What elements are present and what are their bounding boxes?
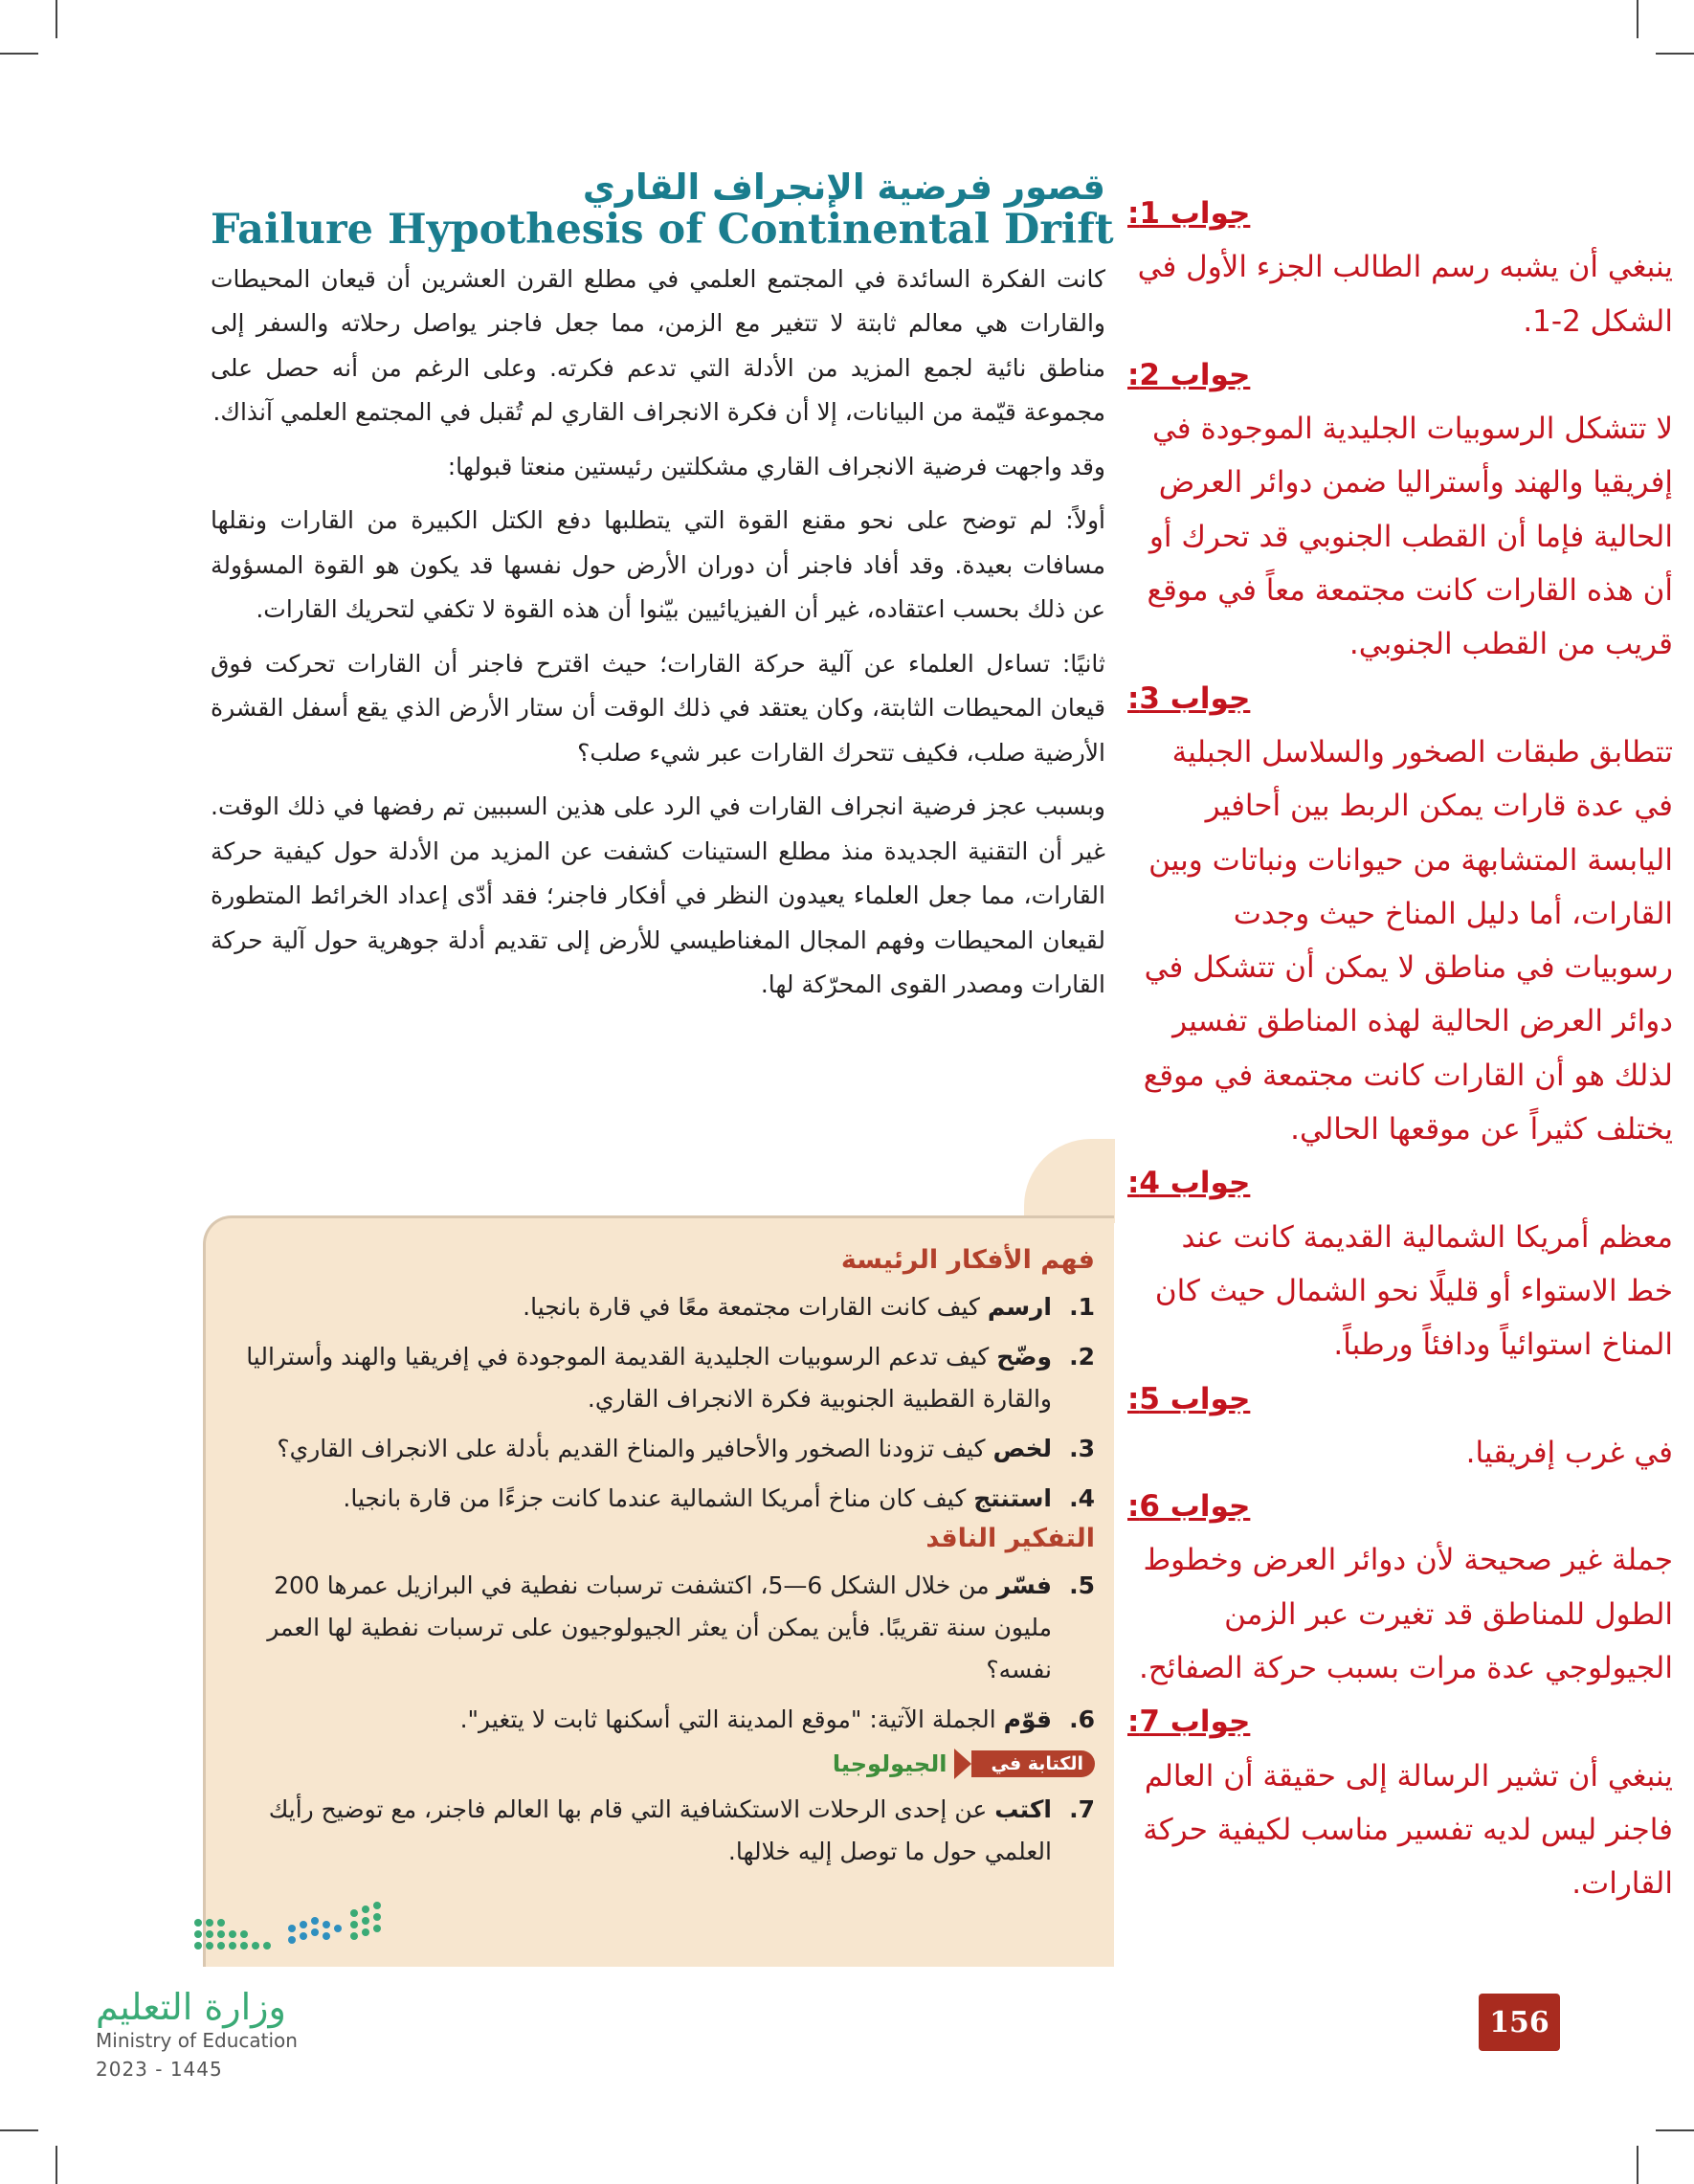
review-question xyxy=(244,1286,1095,1328)
crop-mark xyxy=(0,2129,38,2131)
question-text xyxy=(244,1789,1052,1873)
question-verb: اكتب xyxy=(994,1795,1052,1823)
answers-column xyxy=(1127,187,1673,1911)
review-question xyxy=(244,1428,1095,1470)
writing-arrow-icon xyxy=(954,1749,971,1779)
article-title-ar: قصور فرضية الإنجراف القاري xyxy=(582,167,1105,208)
review-question xyxy=(244,1565,1095,1691)
question-body: كيف كانت القارات مجتمعة معًا في قارة بانجيا. xyxy=(523,1293,988,1321)
answer-label: جواب 6: xyxy=(1127,1489,1251,1525)
question-body: الجملة الآتية: "موقع المدينة التي أسكنها ثابت لا يتغير". xyxy=(459,1705,1004,1733)
question-number: 6. xyxy=(1069,1705,1095,1733)
writing-in-geology-banner xyxy=(244,1749,1095,1779)
question-body: كيف كان مناخ أمريكا الشمالية عندما كانت جزءًا من قارة بانجيا. xyxy=(343,1484,974,1512)
article-paragraph: وقد واجهت فرضية الانجراف القاري مشكلتين رئيستين منعتا قبولها: xyxy=(447,452,1105,480)
review-box-tab xyxy=(1024,1139,1115,1223)
article xyxy=(211,167,1114,1017)
geology-label: الجيولوجيا xyxy=(832,1750,947,1777)
question-number: 2. xyxy=(1069,1343,1095,1371)
edition-year: 2023 - 1445 xyxy=(96,2058,223,2081)
answer-label: جواب 5: xyxy=(1127,1381,1251,1416)
crop-mark xyxy=(56,0,57,38)
answer-text: معظم أمريكا الشمالية القديمة كانت عند خط الاستواء أو قليلًا نحو الشمال حيث كان المناخ استوائياً ودافئاً ورطباً. xyxy=(1154,1219,1673,1363)
question-body: عن إحدى الرحلات الاستكشافية التي قام بها العالم فاجنر، مع توضيح رأيك العلمي حول ما توصل إليه خلالها. xyxy=(268,1795,1052,1865)
question-verb: وضّح xyxy=(996,1343,1052,1371)
question-body: كيف تدعم الرسوبيات الجليدية القديمة الموجودة في إفريقيا والهند وأستراليا والقارة القطبية الجنوبية فكرة الانجراف القاري. xyxy=(246,1343,1052,1413)
question-body: من خلال الشكل 6—5، اكتشفت ترسبات نفطية في البرازيل عمرها 200 مليون سنة تقريبًا. فأين يمكن أن يعثر الجيولوجيون على ترسبات نفطية لها العمر نفسه؟ xyxy=(267,1571,1052,1683)
writing-label: الكتابة في xyxy=(971,1750,1095,1777)
question-text xyxy=(244,1565,1052,1691)
review-box xyxy=(203,1215,1114,1967)
review-question xyxy=(244,1699,1095,1741)
review-question xyxy=(244,1478,1095,1520)
crop-mark xyxy=(1656,2129,1694,2131)
question-verb: لخص xyxy=(992,1435,1052,1462)
answer-label: جواب 3: xyxy=(1127,680,1251,716)
article-paragraph: كانت الفكرة السائدة في المجتمع العلمي في مطلع القرن العشرين أن قيعان المحيطات والقارات هي معالم ثابتة لا تتغير مع الزمن، مما جعل فاجنر يواصل رحلاته والسفر إلى مناطق نائية لجمع المزيد من الأدلة التي تدعم فكرته. وعلى الرغم من أنه حصل على مجموعة قيّمة من البيانات، إلا أن فكرة الانجراف القاري لم تُقبل في المجتمع العلمي آنذاك. xyxy=(211,264,1105,427)
question-number: 3. xyxy=(1069,1435,1095,1462)
crop-mark xyxy=(56,2146,57,2184)
question-verb: فسّر xyxy=(996,1571,1052,1599)
answer-text: تتطابق طبقات الصخور والسلاسل الجبلية في عدة قارات يمكن الربط بين أحافير اليابسة المتشابهة من حيوانات ونباتات وبين القارات، أما دليل المناخ حيث وجدت رسوبيات في مناطق لا يمكن أن تتشكل في دوائر العرض الحالية لهذه المناطق تفسير لذلك هو أن القارات كانت مجتمعة في موقع يختلف كثيراً عن موقعها الحالي. xyxy=(1143,734,1673,1148)
question-text xyxy=(244,1699,1052,1741)
article-paragraph: وبسبب عجز فرضية انجراف القارات في الرد على هذين السببين تم رفضها في ذلك الوقت. غير أن التقنية الجديدة منذ مطلع الستينات كشفت عن المزيد من الأدلة حول كيفية حركة القارات، مما جعل العلماء يعيدون النظر في أفكار فاجنر؛ فقد أدّى إعداد الخرائط المتطورة لقيعان المحيطات وفهم المجال المغناطيسي للأرض إلى تقديم أدلة جوهرية حول آلية حركة القارات ومصدر القوى المحرّكة لها. xyxy=(211,792,1105,999)
review-question xyxy=(244,1336,1095,1420)
ministry-name-en: Ministry of Education xyxy=(96,2029,298,2052)
answer-text: في غرب إفريقيا. xyxy=(1465,1435,1673,1470)
question-number: 7. xyxy=(1069,1795,1095,1823)
question-number: 4. xyxy=(1069,1484,1095,1512)
review-question xyxy=(244,1789,1095,1873)
question-number: 5. xyxy=(1069,1571,1095,1599)
question-text xyxy=(244,1428,1052,1470)
question-text xyxy=(244,1336,1052,1420)
article-title-en: Failure Hypothesis of Continental Drift xyxy=(211,205,1114,254)
crop-mark xyxy=(1656,53,1694,55)
ministry-name-ar: وزارة التعليم xyxy=(96,1986,286,2028)
main-ideas-heading: فهم الأفكار الرئيسة xyxy=(840,1245,1095,1275)
question-verb: قوّم xyxy=(1003,1705,1052,1733)
answer-text: لا تتشكل الرسوبيات الجليدية الموجودة في إفريقيا والهند وأستراليا ضمن دوائر العرض الحالية فإما أن القطب الجنوبي قد تحرك أو أن هذه القارات كانت مجتمعة معاً في موقع قريب من القطب الجنوبي. xyxy=(1147,412,1673,662)
crop-mark xyxy=(1637,2146,1638,2184)
answer-text: ينبغي أن تشير الرسالة إلى حقيقة أن العالم فاجنر ليس لديه تفسير مناسب لكيفية حركة القارات. xyxy=(1143,1758,1673,1902)
ministry-logo-icon xyxy=(187,1900,397,1957)
question-text xyxy=(244,1286,1052,1328)
answer-label: جواب 2: xyxy=(1127,357,1251,392)
answer-label: جواب 4: xyxy=(1127,1166,1251,1201)
question-number: 1. xyxy=(1069,1293,1095,1321)
answer-text: جملة غير صحيحة لأن دوائر العرض وخطوط الطول للمناطق قد تغيرت عبر الزمن الجيولوجي عدة مرات بسبب حركة الصفائح. xyxy=(1139,1543,1673,1686)
question-verb: ارسم xyxy=(987,1293,1052,1321)
page-number: 156 xyxy=(1479,1994,1560,2051)
article-paragraph: أولاً: لم توضح على نحو مقنع القوة التي يتطلبها دفع الكتل الكبيرة من القارات ونقلها مسافات بعيدة. وقد أفاد فاجنر أن دوران الأرض حول نفسها قد يكون هو القوة المسؤولة عن ذلك بحسب اعتقاده، غير أن الفيزيائيين بيّنوا أن هذه القوة لا تكفي لتحريك القارات. xyxy=(211,506,1105,624)
question-text xyxy=(244,1478,1052,1520)
question-verb: استنتج xyxy=(973,1484,1052,1512)
answer-text: ينبغي أن يشبه رسم الطالب الجزء الأول في الشكل 2-1. xyxy=(1137,250,1673,339)
article-paragraph: ثانيًا: تساءل العلماء عن آلية حركة القارات؛ حيث اقترح فاجنر أن القارات تحركت فوق قيعان المحيطات الثابتة، وكان يعتقد في ذلك الوقت أن ستار الأرض الذي يقع أسفل القشرة الأرضية صلب، فكيف تتحرك القارات عبر شيء صلب؟ xyxy=(211,649,1105,767)
critical-thinking-heading: التفكير الناقد xyxy=(925,1524,1095,1553)
crop-mark xyxy=(1637,0,1638,38)
question-body: كيف تزودنا الصخور والأحافير والمناخ القديم بأدلة على الانجراف القاري؟ xyxy=(277,1435,993,1462)
answer-label: جواب 1: xyxy=(1127,196,1251,231)
crop-mark xyxy=(0,53,38,55)
answer-label: جواب 7: xyxy=(1127,1705,1251,1740)
